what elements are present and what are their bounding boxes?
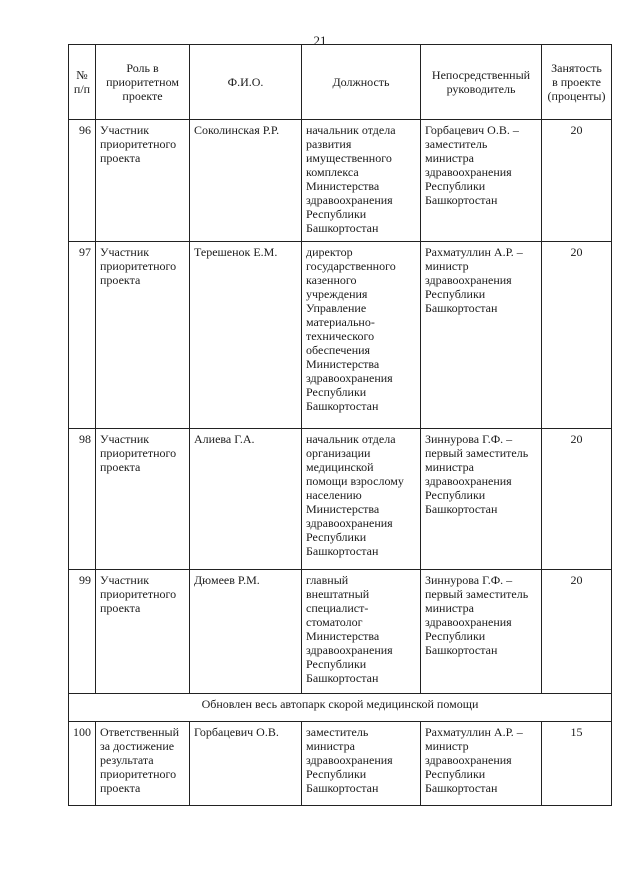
section-title: Обновлен весь автопарк скорой медицинской помощи [69,694,612,722]
table-row [69,429,612,570]
row-fio: Горбацевич О.В. [190,722,302,806]
row-role: Участник приоритетного проекта [96,242,190,429]
row-fio: Дюмеев Р.М. [190,570,302,694]
row-num: 99 [69,570,96,694]
row-manager: Зиннурова Г.Ф. – первый заместитель министра здравоохранения Республики Башкортостан [421,429,542,570]
header-row [69,45,612,120]
header-num: № п/п [69,45,96,120]
row-employment: 20 [542,120,612,242]
row-employment: 15 [542,722,612,806]
row-role: Участник приоритетного проекта [96,570,190,694]
table-row [69,722,612,806]
row-manager: Рахматуллин А.Р. – министр здравоохранения Республики Башкортостан [421,722,542,806]
row-fio: Терешенок Е.М. [190,242,302,429]
project-participants-table [68,44,612,806]
row-position: начальник отдела развития имущественного комплекса Министерства здравоохранения Республики Башкортостан [302,120,421,242]
row-role: Участник приоритетного проекта [96,120,190,242]
row-employment: 20 [542,242,612,429]
row-employment: 20 [542,570,612,694]
row-num: 98 [69,429,96,570]
row-position: начальник отдела организации медицинской помощи взрослому населению Министерства здравоохранения Республики Башкортостан [302,429,421,570]
header-manager: Непосредственный руководитель [421,45,542,120]
table-row [69,570,612,694]
row-num: 97 [69,242,96,429]
section-row [69,694,612,722]
header-employment: Занятость в проекте (проценты) [542,45,612,120]
row-fio: Алиева Г.А. [190,429,302,570]
row-manager: Горбацевич О.В. – заместитель министра здравоохранения Республики Башкортостан [421,120,542,242]
row-employment: 20 [542,429,612,570]
row-role: Участник приоритетного проекта [96,429,190,570]
table-row [69,242,612,429]
row-role: Ответственный за достижение результата приоритетного проекта [96,722,190,806]
row-fio: Соколинская Р.Р. [190,120,302,242]
row-position: заместитель министра здравоохранения Республики Башкортостан [302,722,421,806]
row-num: 96 [69,120,96,242]
row-manager: Рахматуллин А.Р. – министр здравоохранения Республики Башкортостан [421,242,542,429]
header-fio: Ф.И.О. [190,45,302,120]
page-number: 21 [313,33,327,48]
row-position: главный внештатный специалист- стоматолог Министерства здравоохранения Республики Башкортостан [302,570,421,694]
row-position: директор государственного казенного учреждения Управление материально- технического обеспечения Министерства здравоохранения Республики Башкортостан [302,242,421,429]
header-role: Роль в приоритетном проекте [96,45,190,120]
header-position: Должность [302,45,421,120]
row-manager: Зиннурова Г.Ф. – первый заместитель министра здравоохранения Республики Башкортостан [421,570,542,694]
row-num: 100 [69,722,96,806]
table-row [69,120,612,242]
